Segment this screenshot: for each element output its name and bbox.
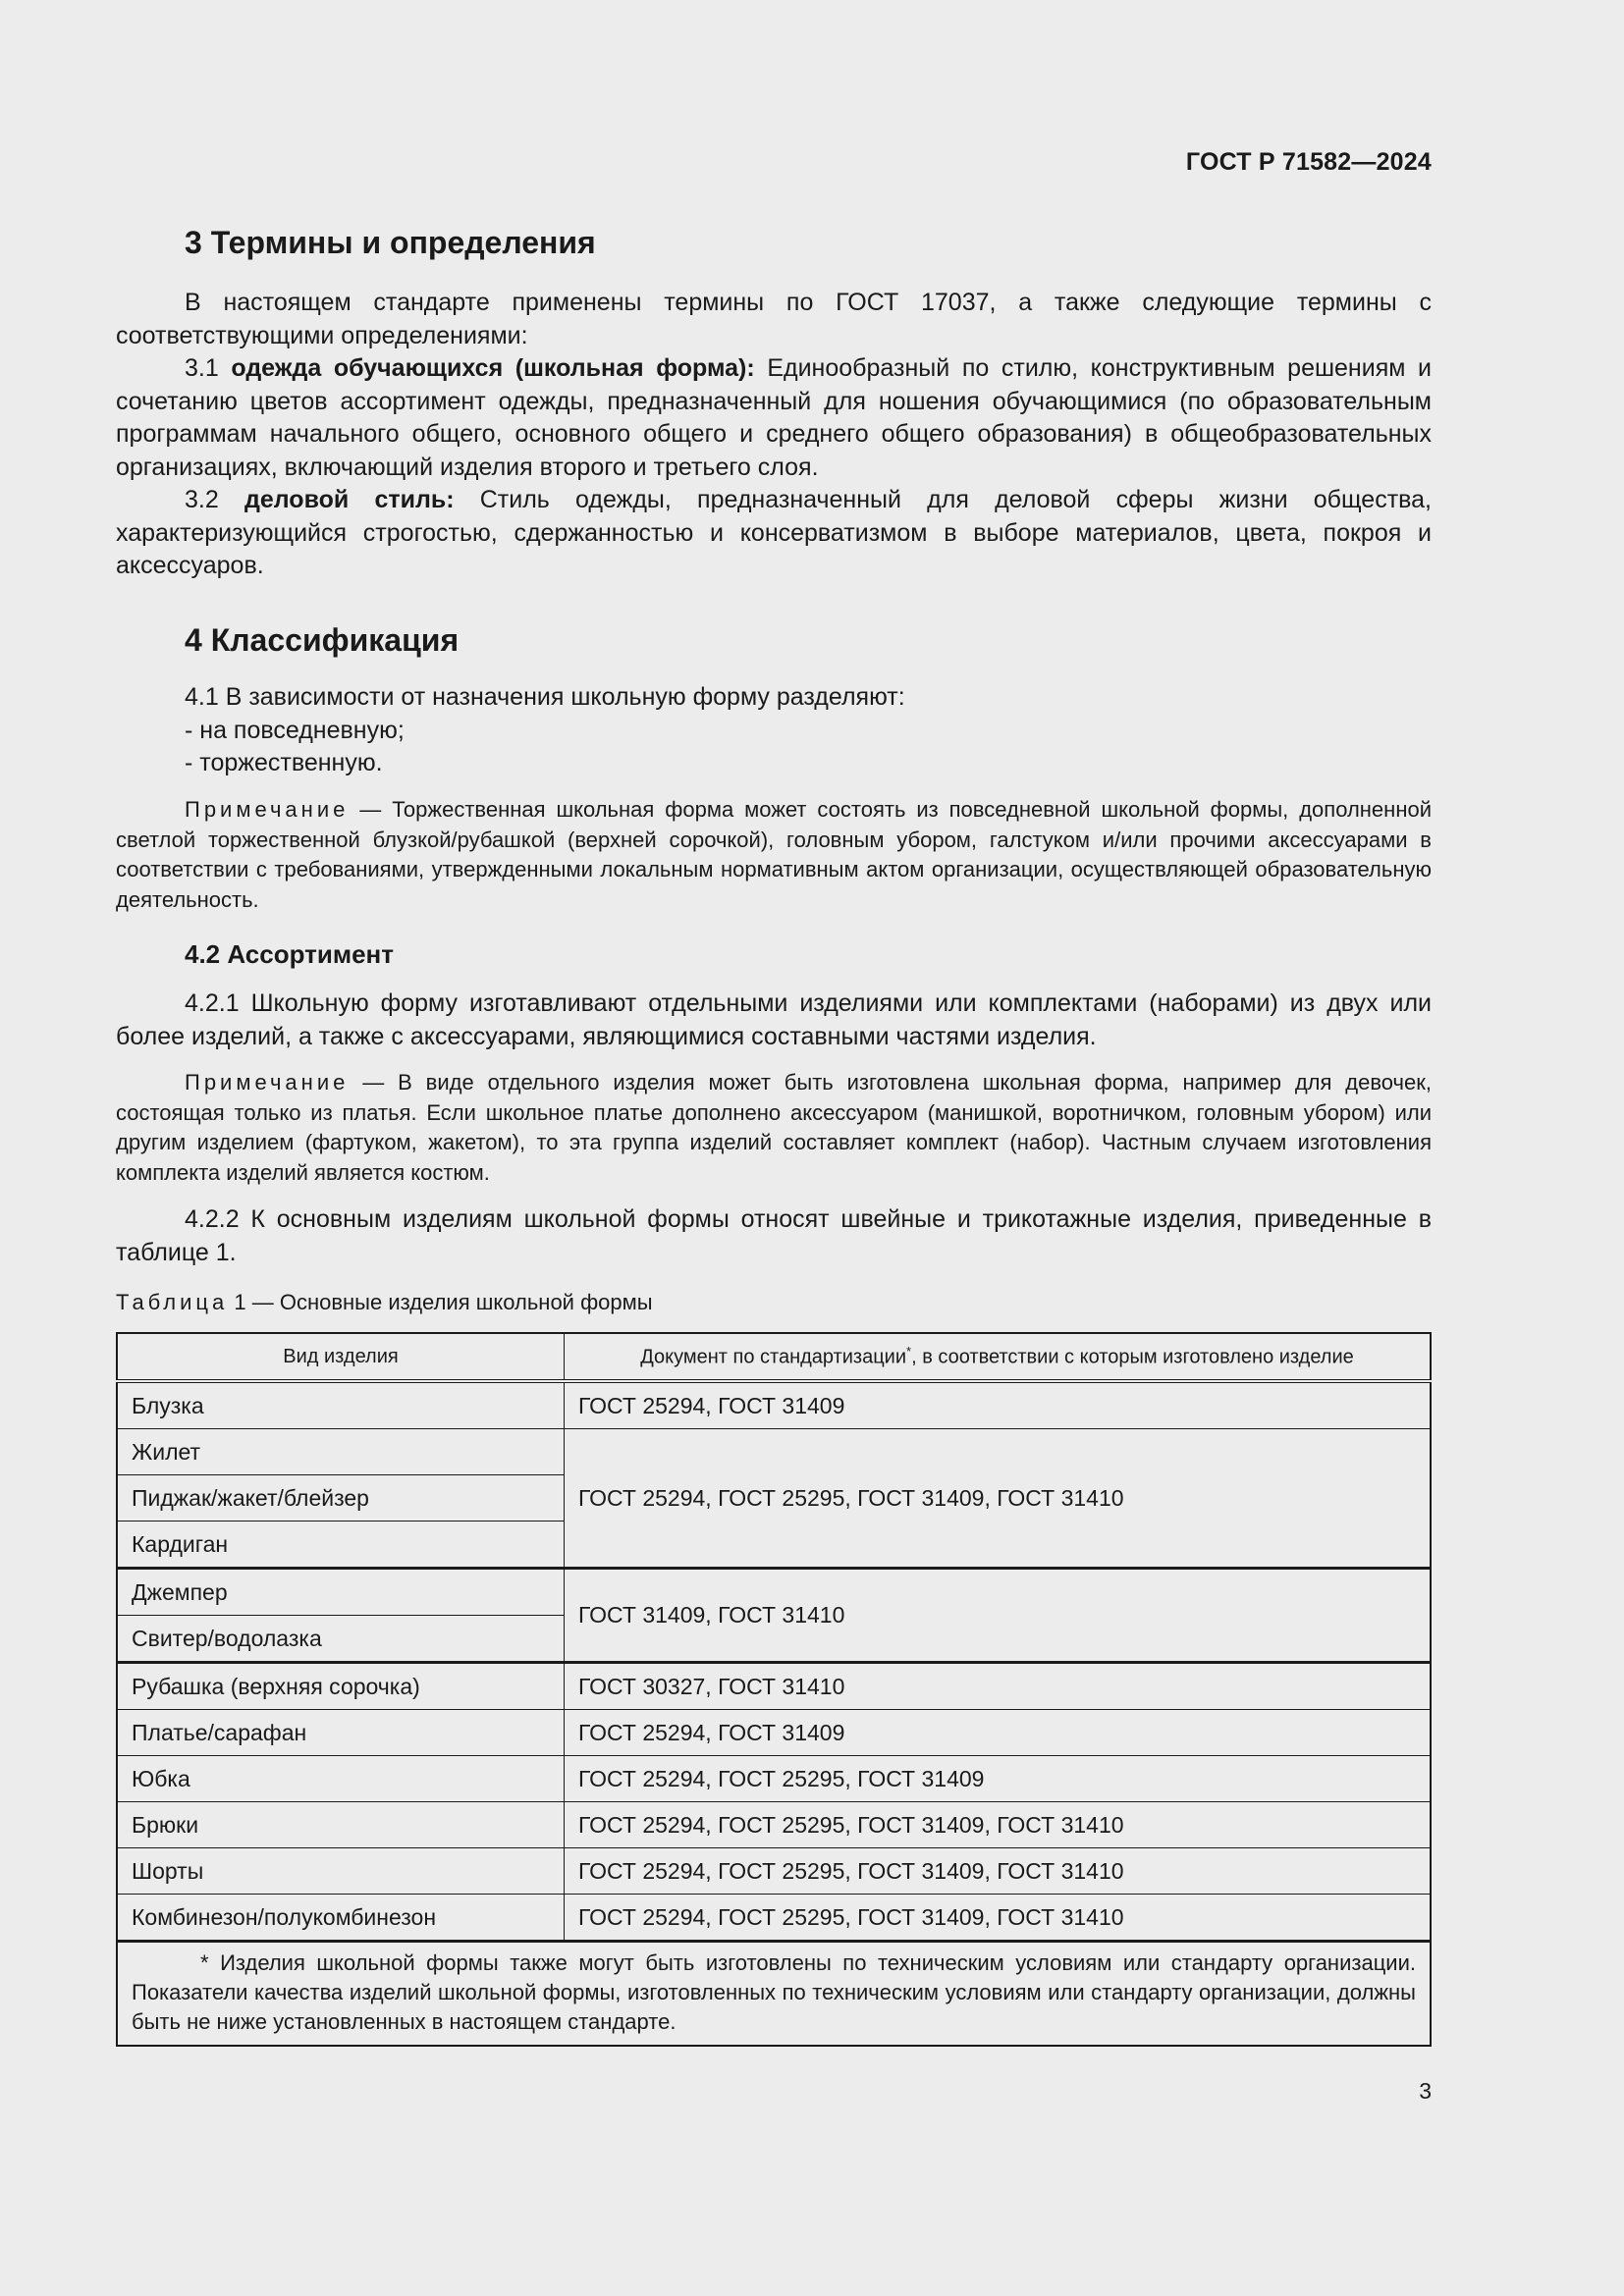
table-row (117, 1710, 1431, 1756)
product-cell: Шорты (117, 1848, 565, 1895)
product-cell: Юбка (117, 1756, 565, 1802)
section-3-intro: В настоящем стандарте применены термины по ГОСТ 17037, а также следующие термины с соответствующими определениями: (116, 289, 1432, 349)
product-cell: Комбинезон/полукомбинезон (117, 1895, 565, 1942)
document-cell: ГОСТ 25294, ГОСТ 25295, ГОСТ 31409, ГОСТ 31410 (565, 1429, 1432, 1569)
product-cell: Кардиган (117, 1522, 565, 1569)
list-item-ceremonial: - торжественную. (185, 749, 383, 776)
table-row (117, 1381, 1431, 1429)
note-1-label: Примечание (185, 797, 350, 822)
clause-4-2-1: 4.2.1 Школьную форму изготавливают отдельными изделиями или комплектами (наборами) из двух или более изделий, а также с аксессуарами, являющимися составными частями изделия. (116, 989, 1432, 1050)
term-3-2-definition: Стиль одежды, предназначенный для деловой сферы жизни общества, характеризующийся строгостью, сдержанностью и консерватизмом в выборе материалов, цвета, покроя и аксессуаров. (116, 486, 1432, 579)
clause-4-2-2: 4.2.2 К основным изделиям школьной формы относят швейные и трикотажные изделия, приведенные в таблице 1. (116, 1205, 1432, 1266)
product-cell: Жилет (117, 1429, 565, 1475)
document-cell: ГОСТ 25294, ГОСТ 25295, ГОСТ 31409, ГОСТ 31410 (565, 1895, 1432, 1942)
note-2 (116, 1068, 1432, 1188)
document-cell: ГОСТ 30327, ГОСТ 31410 (565, 1663, 1432, 1710)
table-row (117, 1429, 1431, 1475)
note-1-text: — Торжественная школьная форма может состоять из повседневной школьной формы, дополненной светлой торжественной блузкой/рубашкой (верхней сорочкой), головным убором, галстуком и/или прочими аксессуарами в соответствии с требованиями, утвержденными локальным нормативным актом организации, осуществляющей образовательную деятельность. (116, 797, 1432, 912)
table-row (117, 1569, 1431, 1616)
product-cell: Блузка (117, 1381, 565, 1429)
product-cell: Платье/сарафан (117, 1710, 565, 1756)
section-3-title: 3 Термины и определения (185, 225, 596, 260)
clause-4-1: 4.1 В зависимости от назначения школьную форму разделяют: (185, 683, 905, 711)
term-3-1-term: одежда обучающихся (школьная форма): (231, 354, 755, 382)
term-3-2 (116, 484, 1432, 583)
note-1 (116, 795, 1432, 915)
product-cell: Джемпер (117, 1569, 565, 1616)
document-cell: ГОСТ 25294, ГОСТ 25295, ГОСТ 31409, ГОСТ 31410 (565, 1802, 1432, 1848)
table-row (117, 1663, 1431, 1710)
table-footnote: * Изделия школьной формы также могут быть изготовлены по техническим условиям или стандарту организации. Показатели качества изделий школьной формы, изготовленных по техническим условиям или стандарту организации, должны быть не ниже установленных в настоящем стандарте. (117, 1942, 1431, 2047)
term-3-2-number: 3.2 (185, 486, 244, 513)
product-cell: Рубашка (верхняя сорочка) (117, 1663, 565, 1710)
term-3-1 (116, 352, 1432, 484)
note-2-text: — В виде отдельного изделия может быть изготовлена школьная форма, например для девочек, состоящая только из платья. Если школьное платье дополнено аксессуаром (манишкой, воротничком, головным убором) или другим изделием (фартуком, жакетом), то эта группа изделий составляет комплект (набор). Частным случаем изготовления комплекта изделий является костюм. (116, 1070, 1432, 1185)
clause-4-2-2-block (116, 1203, 1432, 1269)
footnote-marker: * (906, 1344, 912, 1360)
table-header-row (117, 1333, 1431, 1381)
product-cell: Брюки (117, 1802, 565, 1848)
section-4-title: 4 Классификация (185, 622, 460, 658)
term-3-1-definition: Единообразный по стилю, конструктивным решениям и сочетанию цветов ассортимент одежды, предназначенный для ношения обучающимися (по образовательным программам начального общего, основного общего и среднего общего образования) в общеобразовательных организациях, включающий изделия второго и третьего слоя. (116, 354, 1433, 481)
document-cell: ГОСТ 25294, ГОСТ 31409 (565, 1710, 1432, 1756)
table-caption (116, 1290, 653, 1315)
term-3-2-term: деловой стиль: (244, 486, 455, 513)
term-3-1-number: 3.1 (185, 354, 232, 382)
document-cell: ГОСТ 31409, ГОСТ 31410 (565, 1569, 1432, 1663)
table-row (117, 1895, 1431, 1942)
products-table (116, 1332, 1432, 2047)
col-header-document: Документ по стандартизации*, в соответствии с которым изготовлено изделие (565, 1333, 1432, 1381)
table-caption-label: Таблица (116, 1290, 229, 1314)
col-header-product: Вид изделия (117, 1333, 565, 1381)
document-cell: ГОСТ 25294, ГОСТ 25295, ГОСТ 31409, ГОСТ 31410 (565, 1848, 1432, 1895)
product-cell: Свитер/водолазка (117, 1616, 565, 1663)
table-footnote-row (117, 1942, 1431, 2047)
section-4-1 (116, 681, 1432, 780)
document-cell: ГОСТ 25294, ГОСТ 31409 (565, 1381, 1432, 1429)
clause-4-2-1-block (116, 988, 1432, 1053)
section-3-body (116, 287, 1432, 583)
table-row (117, 1802, 1431, 1848)
subsection-4-2-title: 4.2 Ассортимент (185, 939, 394, 969)
table-row (117, 1756, 1431, 1802)
table-caption-text: 1 — Основные изделия школьной формы (228, 1290, 653, 1314)
page-number: 3 (1419, 2078, 1432, 2104)
table-row (117, 1848, 1431, 1895)
list-item-everyday: - на повседневную; (185, 716, 405, 744)
product-cell: Пиджак/жакет/блейзер (117, 1475, 565, 1522)
document-code: ГОСТ Р 71582—2024 (1185, 148, 1432, 176)
note-2-label: Примечание (185, 1070, 350, 1095)
document-cell: ГОСТ 25294, ГОСТ 25295, ГОСТ 31409 (565, 1756, 1432, 1802)
